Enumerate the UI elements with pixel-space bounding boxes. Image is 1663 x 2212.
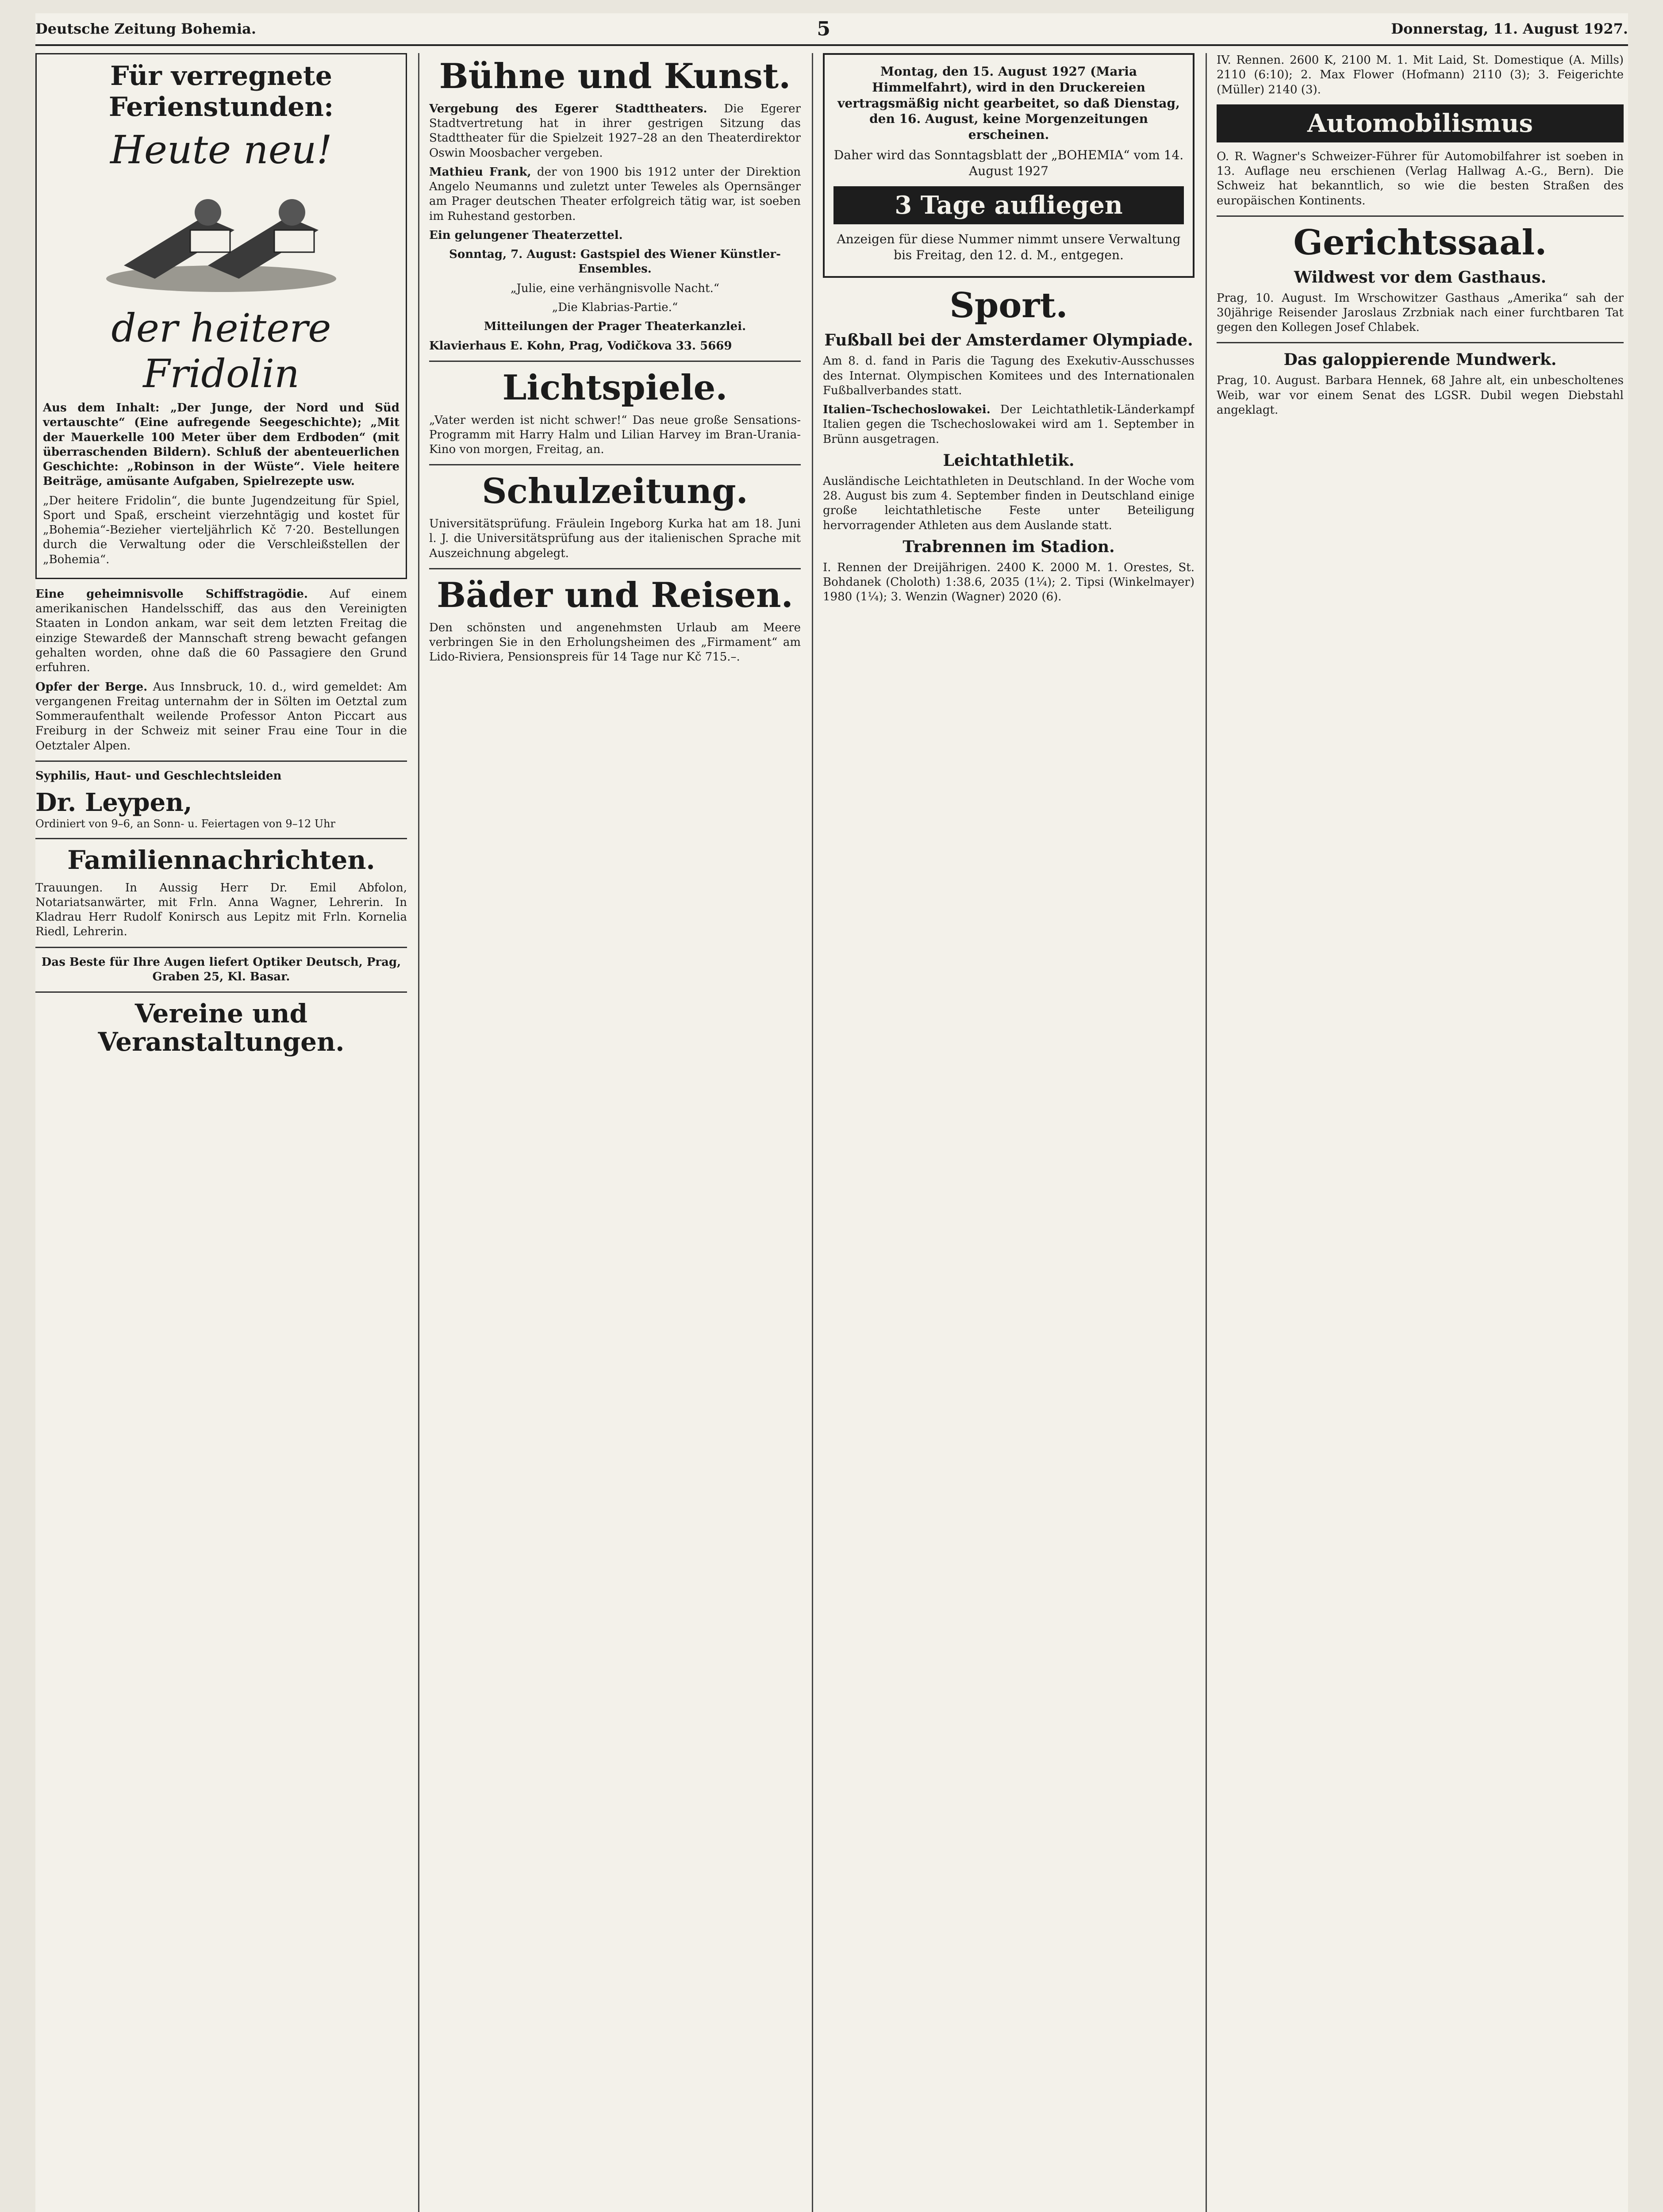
gericht-text: Prag, 10. August. Im Wrschowitzer Gasthaus „Amerika“ sah der 30jährige Reisender Jaroslaus Zrzbniak nach einer furchtbaren Tat gegen den Kollegen Josef Chlabek. xyxy=(1217,291,1624,334)
holiday-notice xyxy=(823,53,1194,278)
reading-children-illustration xyxy=(88,177,354,301)
leypen-hours: Ordiniert von 9–6, an Sonn- u. Feiertagen von 9–12 Uhr xyxy=(35,818,335,830)
ad-footer: „Der heitere Fridolin“, die bunte Jugendzeitung für Spiel, Sport und Spaß, erscheint vierzehntägig und kostet für „Bohemia“-Bezieher vierteljährlich Kč 7·20. Bestellungen durch die Verwaltung oder die Verschleißstellen der „Bohemia“. xyxy=(43,494,399,566)
divider xyxy=(35,760,407,762)
leypen-ad xyxy=(35,769,407,831)
article-text: Die Egerer Stadtvertretung hat in ihrer gestrigen Sitzung das Stadttheater für die Spielzeit 1927–28 an den Theaterdirektor Oswin Moosbacher vergeben. xyxy=(429,102,801,160)
leicht-text: Ausländische Leichtathleten in Deutschland. In der Woche vom 28. August bis zum 4. September finden in Deutschland einige große leichtathletische Feste unter Beteiligung hervorragender Athleten aus dem Auslande statt. xyxy=(823,474,1194,532)
auto-text: O. R. Wagner's Schweizer-Führer für Automobilfahrer ist soeben in 13. Auflage neu erschienen (Verlag Hallwag A.-G., Bern). Die Schweiz hat bekanntlich, so wie die besten Straßen des europäischen Kontinents. xyxy=(1217,150,1624,207)
licht-text: „Vater werden ist nicht schwer!“ Das neue große Sensations-Programm mit Harry Halm und Lilian Harvey im Bran-Urania-Kino von morgen, Freitag, an. xyxy=(429,413,801,457)
leypen-line1: Syphilis, Haut- und Geschlechtsleiden xyxy=(35,769,282,783)
section-title-licht: Lichtspiele. xyxy=(502,367,728,408)
section-title-sport: Sport. xyxy=(949,285,1068,326)
notice-line2: Daher wird das Sonntagsblatt der „BOHEMIA“ vom 14. August 1927 xyxy=(833,148,1184,178)
section-title-auto: Automobilismus xyxy=(1217,104,1624,142)
mitteilungen-title: Mitteilungen der Prager Theaterkanzlei. xyxy=(484,320,746,334)
gericht-sub: Wildwest vor dem Gasthaus. xyxy=(1294,268,1547,287)
zettel-title: Ein gelungener Theaterzettel. xyxy=(429,228,623,242)
column-1 xyxy=(35,53,407,2212)
date-label: Donnerstag, 11. August 1927. xyxy=(1391,20,1628,37)
fridolin-ad xyxy=(35,53,407,579)
divider xyxy=(1217,215,1624,217)
page-number: 5 xyxy=(817,17,830,40)
ad-script-bottom: der heitere Fridolin xyxy=(111,305,331,396)
section-title-family: Familiennachrichten. xyxy=(67,845,375,875)
section-title-gericht: Gerichtssaal. xyxy=(1293,222,1547,263)
notice-line1: Montag, den 15. August 1927 (Maria Himmelfahrt), wird in den Druckereien vertragsmäßig nicht gearbeitet, so daß Dienstag, den 16. August, keine Morgenzeitungen erscheinen. xyxy=(837,64,1180,142)
leicht-title: Leichtathletik. xyxy=(943,451,1075,470)
column-4 xyxy=(1217,53,1624,2212)
mund-title: Das galoppierende Mundwerk. xyxy=(1283,350,1557,369)
column-rule xyxy=(418,53,419,2212)
divider xyxy=(1217,342,1624,343)
mund-text: Prag, 10. August. Barbara Hennek, 68 Jahre alt, ein unbescholtenes Weib, war vor einem Senat des LGSR. Dubil wegen Diebstahl angeklagt. xyxy=(1217,374,1624,417)
sport-sub: Fußball bei der Amsterdamer Olympiade. xyxy=(824,331,1193,350)
newspaper-page xyxy=(35,13,1628,2212)
ad-title: Für verregnete Ferienstunden: xyxy=(108,61,334,123)
rennen-text: IV. Rennen. 2600 K, 2100 M. 1. Mit Laid, St. Domestique (A. Mills) 2110 (6:10); 2. Max Flower (Hofmann) 2110 (3); 3. Feigerichte (Müller) 2140 (3). xyxy=(1217,54,1624,96)
section-title-buehne: Bühne und Kunst. xyxy=(439,56,791,96)
divider xyxy=(35,838,407,839)
ad-body: Aus dem Inhalt: „Der Junge, der Nord und Süd vertauschte“ (Eine aufregende Seegeschichte); „Mit der Mauerkelle 100 Meter über dem Erdboden“ (mit überraschenden Bildern). Schluß der abenteuerlichen Geschichte: „Robinson in der Wüste“. Viele heitere Beiträge, amüsante Aufgaben, Spielrezepte usw. xyxy=(43,401,399,488)
zettel-sub: Sonntag, 7. August: Gastspiel des Wiener Künstler-Ensembles. xyxy=(449,248,781,276)
article-lead: Mathieu Frank, xyxy=(429,165,531,179)
column-3 xyxy=(823,53,1194,2212)
article-lead: Eine geheimnisvolle Schiffstragödie. xyxy=(35,587,308,601)
program-item: „Die Klabrias-Partie.“ xyxy=(552,300,678,314)
divider xyxy=(35,947,407,948)
article-lead: Vergebung des Egerer Stadttheaters. xyxy=(429,102,707,115)
notice-bar: 3 Tage aufliegen xyxy=(833,186,1184,224)
article-lead: Italien–Tschechoslowakei. xyxy=(823,403,991,417)
schul-text: Universitätsprüfung. Fräulein Ingeborg Kurka hat am 18. Juni l. J. die Universitätsprüfung aus der italienischen Sprache mit Auszeichnung abgelegt. xyxy=(429,517,801,560)
klavier-ad: Klavierhaus E. Kohn, Prag, Vodičkova 33. 5669 xyxy=(429,339,732,353)
baeder-text: Den schönsten und angenehmsten Urlaub am Meere verbringen Sie in den Erholungsheimen des „Firmament“ am Lido-Riviera, Pensionspreis für 14 Tage nur Kč 715.–. xyxy=(429,621,801,664)
column-rule xyxy=(1206,53,1207,2212)
article-text: Der Leichtathletik-Länderkampf Italien gegen die Tschechoslowakei wird am 1. September in Brünn ausgetragen. xyxy=(823,403,1194,446)
leypen-name: Dr. Leypen, xyxy=(35,788,192,818)
page-header xyxy=(35,13,1628,46)
optiker-ad: Das Beste für Ihre Augen liefert Optiker Deutsch, Prag, Graben 25, Kl. Basar. xyxy=(41,955,401,983)
divider xyxy=(35,991,407,993)
section-title-vereine: Vereine und Veranstaltungen. xyxy=(98,998,345,1057)
sport-text: Am 8. d. fand in Paris die Tagung des Exekutiv-Ausschusses des Internat. Olympischen Komitees und des Internationalen Fußballverbandes statt. xyxy=(823,354,1194,397)
column-2 xyxy=(429,53,801,2212)
article-text: Auf einem amerikanischen Handelsschiff, das aus den Vereinigten Staaten in London ankam, war seit dem letzten Freitag die einzige Stewardeß der Mannschaft streng bewacht gefangen gehalten worden, ohne daß die 60 Passagiere den Grund erfuhren. xyxy=(35,587,407,675)
masthead-label: Deutsche Zeitung Bohemia. xyxy=(35,20,257,37)
program-item: „Julie, eine verhängnisvolle Nacht.“ xyxy=(510,281,719,295)
section-title-baeder: Bäder und Reisen. xyxy=(437,575,793,615)
article-text: Aus Innsbruck, 10. d., wird gemeldet: Am vergangenen Freitag unternahm der in Sölten im Oetztal zum Sommeraufenthalt weilende Professor Anton Piccart aus Freiburg in der Schweiz mit seiner Frau eine Tour in die Oetztaler Alpen. xyxy=(35,680,407,753)
article-lead: Opfer der Berge. xyxy=(35,680,148,694)
divider xyxy=(429,361,801,362)
article-text: der von 1900 bis 1912 unter der Direktion Angelo Neumanns und zuletzt unter Teweles als Opernsänger am Prager deutschen Theater erfolgreich tätig war, ist soeben im Ruhestand gestorben. xyxy=(429,165,801,223)
trab-text: I. Rennen der Dreijährigen. 2400 K. 2000 M. 1. Orestes, St. Bohdanek (Choloth) 1:38.6, 2035 (1¼); 2. Tipsi (Winkelmayer) 1980 (1¼); 3. Wenzin (Wagner) 2020 (6). xyxy=(823,561,1194,604)
divider xyxy=(429,568,801,569)
section-title-schul: Schulzeitung. xyxy=(482,471,748,512)
trab-title: Trabrennen im Stadion. xyxy=(903,537,1115,556)
divider xyxy=(429,464,801,465)
family-text: Trauungen. In Aussig Herr Dr. Emil Abfolon, Notariatsanwärter, mit Frln. Anna Wagner, Lehrerin. In Kladrau Herr Rudolf Konirsch aus Lepitz mit Frln. Kornelia Riedl, Lehrerin. xyxy=(35,881,407,939)
notice-line3: Anzeigen für diese Nummer nimmt unsere Verwaltung bis Freitag, den 12. d. M., entgegen. xyxy=(837,231,1181,262)
column-rule xyxy=(812,53,813,2212)
ad-script-top: Heute neu! xyxy=(110,127,332,173)
